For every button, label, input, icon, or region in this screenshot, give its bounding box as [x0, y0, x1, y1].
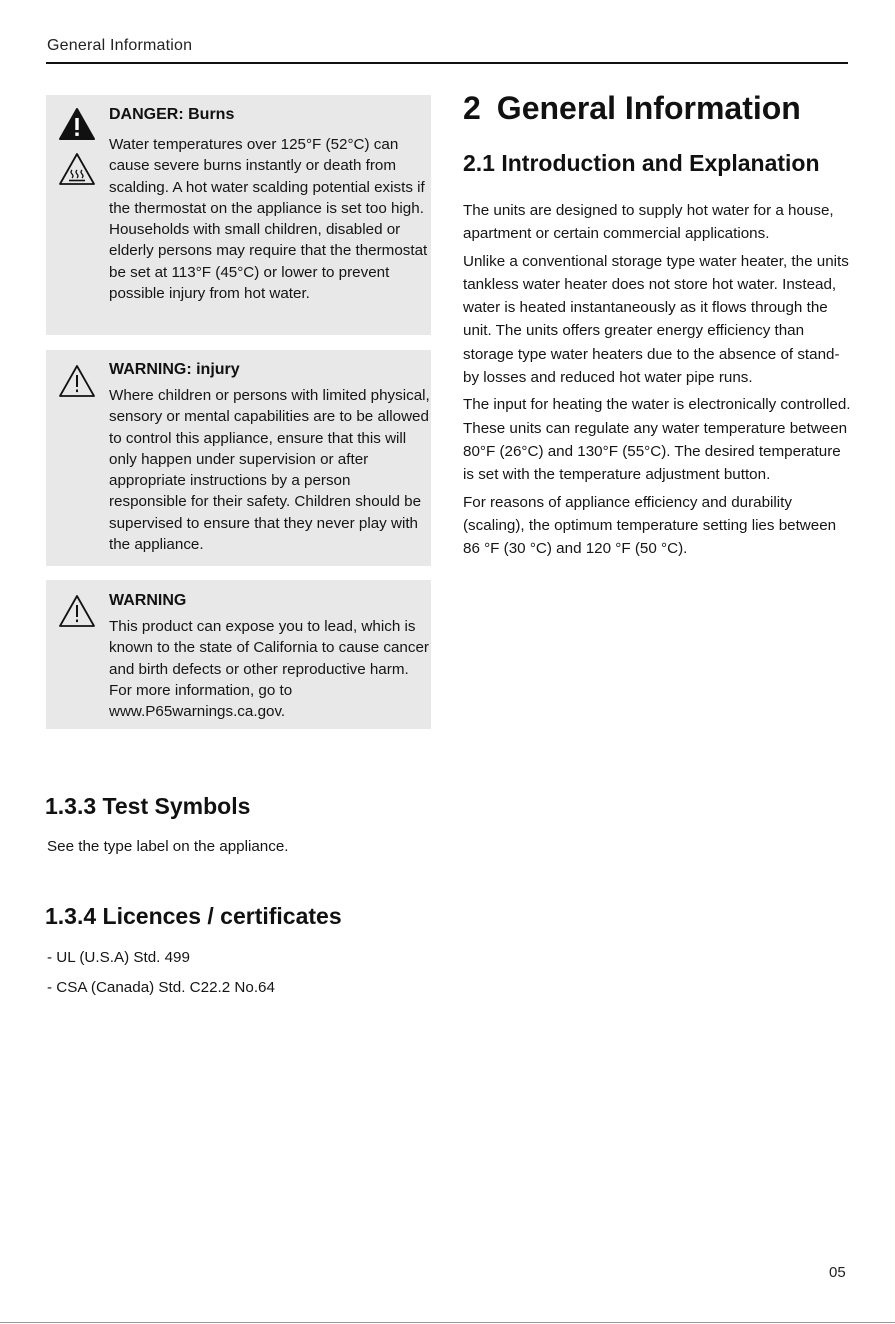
- intro-body: [463, 199, 853, 564]
- licence-item: - UL (U.S.A) Std. 499: [47, 949, 190, 966]
- running-header: General Information: [47, 37, 193, 54]
- paragraph: Unlike a conventional storage type water heater, the units tankless water heater does not store hot water. Instead, water is heated instantaneously as it flows through the unit. The units offers greater energy efficiency than storage type water heaters due to the absence of stand-by losses and reduced hot water pipe runs.: [463, 252, 849, 387]
- licences-heading: 1.3.4 Licences / certificates: [45, 903, 342, 929]
- warning-injury-title: WARNING: injury: [109, 361, 240, 378]
- danger-burns-text: Water temperatures over 125°F (52°C) can cause severe burns instantly or death from scalding. A hot water scalding potential exists if the thermostat on the appliance is set too high. Households with small children, disabled or elderly persons may require that the thermostat be set at 113°F (45°C) or lower to prevent possible injury from hot water.: [109, 136, 428, 303]
- hot-surface-icon: [58, 152, 96, 186]
- danger-burns-box: [46, 95, 431, 335]
- paragraph: The input for heating the water is electronically controlled. These units can regulate any water temperature between 80°F (26°C) and 130°F (55°C). The desired temperature is set with the temperature adjustment button.: [463, 396, 851, 484]
- warning-injury-box: [46, 350, 431, 566]
- section-heading: 2.1 Introduction and Explanation: [463, 150, 820, 176]
- warning-lead-text: This product can expose you to lead, which is known to the state of California to cause cancer and birth defects or other reproductive harm. For more information, go to www.P65warnings.ca.gov.: [109, 618, 429, 721]
- test-symbols-heading: 1.3.3 Test Symbols: [45, 793, 251, 819]
- warning-injury-text: Where children or persons with limited physical, sensory or mental capabilities are to be allowed to control this appliance, ensure that this will only happen under supervision or after appropriate instructions by a person responsible for their safety. Children should be supervised to ensure that they never play with the appliance.: [109, 387, 430, 554]
- warning-lead-title: WARNING: [109, 592, 187, 609]
- page-number: 05: [829, 1264, 846, 1281]
- chapter-title: General Information: [496, 90, 801, 126]
- chapter-heading: [463, 90, 801, 127]
- paragraph: For reasons of appliance efficiency and durability (scaling), the optimum temperature setting lies between 86 °F (30 °C) and 120 °F (50 °C).: [463, 493, 837, 558]
- header-rule: [46, 62, 848, 64]
- danger-burns-title: DANGER: Burns: [109, 106, 235, 123]
- chapter-number: 2: [463, 90, 481, 126]
- danger-filled-triangle-icon: [58, 107, 96, 141]
- paragraph: The units are designed to supply hot water for a house, apartment or certain commercial applications.: [463, 202, 834, 243]
- bottom-rule: [0, 1322, 895, 1323]
- warning-lead-box: [46, 580, 431, 729]
- warning-triangle-icon: [58, 594, 96, 628]
- test-symbols-text: See the type label on the appliance.: [47, 838, 289, 855]
- warning-triangle-icon: [58, 364, 96, 398]
- licence-item: - CSA (Canada) Std. C22.2 No.64: [47, 979, 275, 996]
